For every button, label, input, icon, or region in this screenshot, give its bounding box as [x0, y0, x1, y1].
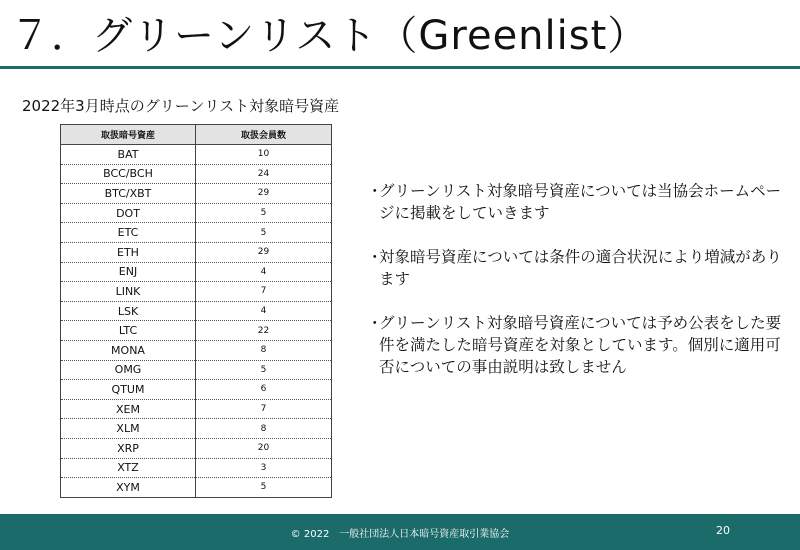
greenlist-table — [60, 124, 332, 498]
column-header-members: 取扱会員数 — [196, 125, 332, 145]
bullet-item — [367, 312, 787, 378]
asset-cell: ENJ — [61, 262, 196, 282]
member-count-cell: 8 — [196, 419, 332, 439]
bullet-mark: ・ — [367, 182, 383, 200]
bullet-mark: ・ — [367, 314, 383, 332]
bullet-mark: ・ — [367, 248, 383, 266]
member-count-cell: 5 — [196, 360, 332, 380]
table-row — [61, 360, 331, 380]
column-header-asset: 取扱暗号資産 — [61, 125, 196, 145]
table-row — [61, 458, 331, 478]
member-count-cell: 10 — [196, 145, 332, 165]
table-row — [61, 242, 331, 262]
member-count-cell: 7 — [196, 399, 332, 419]
asset-cell: LSK — [61, 301, 196, 321]
table-row — [61, 262, 331, 282]
asset-cell: XRP — [61, 438, 196, 458]
table-row — [61, 380, 331, 400]
table-row — [61, 223, 331, 243]
member-count-cell: 22 — [196, 321, 332, 341]
table-row — [61, 282, 331, 302]
table-row — [61, 184, 331, 204]
asset-cell: MONA — [61, 340, 196, 360]
member-count-cell: 29 — [196, 242, 332, 262]
member-count-cell: 6 — [196, 380, 332, 400]
page-number: 20 — [716, 524, 730, 537]
member-count-cell: 5 — [196, 203, 332, 223]
footer-copyright: © 2022 一般社団法人日本暗号資産取引業協会 — [290, 529, 510, 540]
table-row — [61, 145, 331, 165]
asset-cell: XEM — [61, 399, 196, 419]
member-count-cell: 24 — [196, 164, 332, 184]
member-count-cell: 4 — [196, 262, 332, 282]
bullet-list — [367, 180, 787, 400]
bullet-item — [367, 246, 787, 290]
member-count-cell: 3 — [196, 458, 332, 478]
bullet-text: グリーンリスト対象暗号資産については予め公表をした要件を満たした暗号資産を対象としています。個別に適用可否についての事由説明は致しません — [379, 314, 782, 376]
asset-cell: OMG — [61, 360, 196, 380]
footer-bar — [0, 514, 800, 550]
asset-cell: LTC — [61, 321, 196, 341]
asset-cell: ETH — [61, 242, 196, 262]
member-count-cell: 5 — [260, 482, 267, 493]
member-count-cell: 5 — [196, 223, 332, 243]
table-row — [61, 164, 331, 184]
bullet-item — [367, 180, 787, 224]
asset-cell: BTC/XBT — [61, 184, 196, 204]
asset-cell: XLM — [61, 419, 196, 439]
table-row — [61, 438, 331, 458]
bullet-text: グリーンリスト対象暗号資産については当協会ホームページに掲載をしていきます — [379, 182, 782, 222]
member-count-cell: 20 — [196, 438, 332, 458]
table-body — [61, 145, 331, 497]
member-count-cell: 7 — [196, 282, 332, 302]
asset-cell: XYM — [61, 478, 196, 497]
table-caption: 2022年3月時点のグリーンリスト対象暗号資産 — [22, 97, 340, 115]
asset-cell: BCC/BCH — [61, 164, 196, 184]
asset-cell: BAT — [61, 145, 196, 165]
asset-cell: XTZ — [61, 458, 196, 478]
table-header-row — [61, 125, 331, 145]
table-row — [61, 203, 331, 223]
asset-cell: LINK — [61, 282, 196, 302]
member-count-cell: 8 — [196, 340, 332, 360]
member-count-cell: 4 — [196, 301, 332, 321]
table-row — [61, 399, 331, 419]
table-row — [61, 419, 331, 439]
title-divider — [0, 66, 800, 69]
asset-cell: QTUM — [61, 380, 196, 400]
table-row — [61, 340, 331, 360]
asset-cell: DOT — [61, 203, 196, 223]
table-row — [61, 321, 331, 341]
slide-title: ７．グリーンリスト（Greenlist） — [10, 13, 649, 59]
member-count-cell: 29 — [196, 184, 332, 204]
table-row — [61, 478, 331, 497]
bullet-text: 対象暗号資産については条件の適合状況により増減があります — [379, 248, 782, 288]
table-row — [61, 301, 331, 321]
asset-cell: ETC — [61, 223, 196, 243]
